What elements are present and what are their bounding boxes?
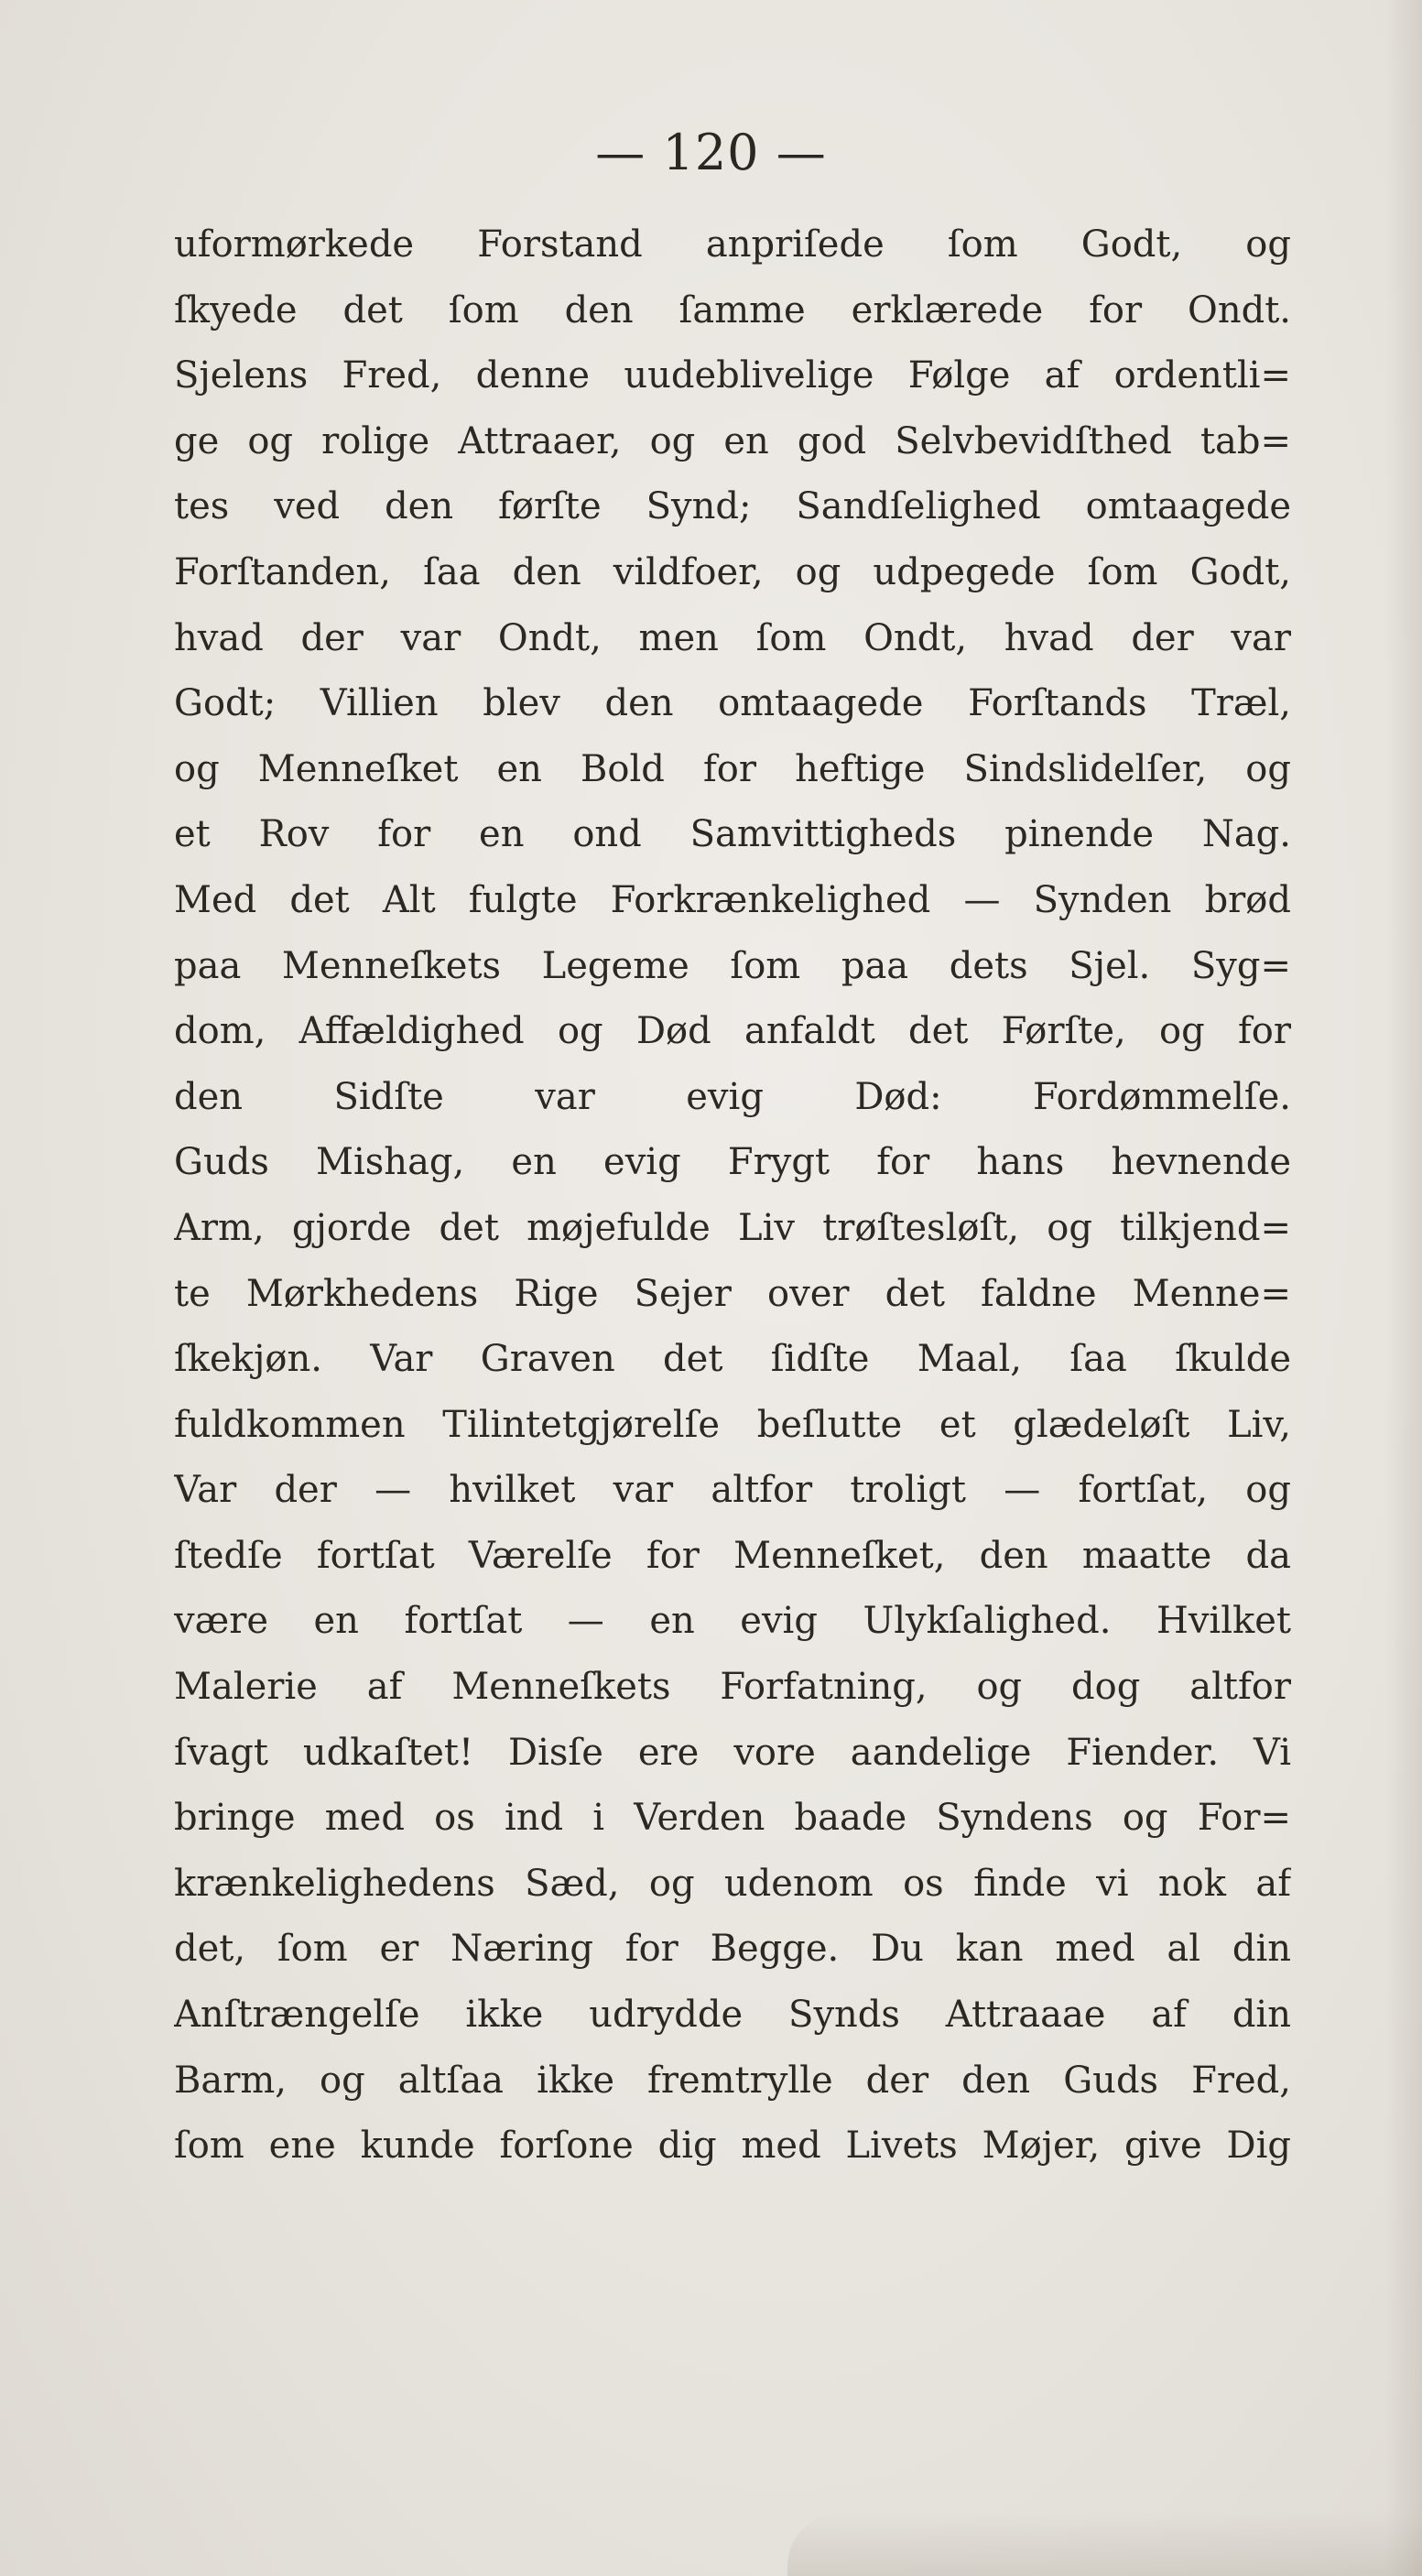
text-line: ſtedſe fortſat Værelſe for Menneſket, den maatte da <box>174 1534 1291 1577</box>
text-line: ge og rolige Attraaer, og en god Selvbevidſthed tab= <box>174 419 1291 462</box>
text-line: Arm, gjorde det møjefulde Liv trøſtesløſt, og tilkjend= <box>174 1206 1291 1249</box>
text-line: paa Menneſkets Legeme ſom paa dets Sjel. Syg= <box>174 944 1291 987</box>
text-line: ſkekjøn. Var Graven det ſidſte Maal, ſaa ſkulde <box>174 1338 1291 1381</box>
text-line: ſvagt udkaſtet! Disſe ere vore aandelige Fiender. Vi <box>174 1731 1291 1774</box>
text-line: Sjelens Fred, denne uudeblivelige Følge af ordentli= <box>174 354 1291 397</box>
text-line: Anſtrængelſe ikke udrydde Synds Attraaae af din <box>174 1994 1291 2037</box>
page-number: — 120 — <box>595 124 827 181</box>
text-line: ſkyede det ſom den ſamme erklærede for Ondt. <box>174 288 1291 332</box>
page-edge-shadow <box>1385 0 1422 2576</box>
text-line: uformørkede Forstand anpriſede ſom Godt, og <box>174 223 1291 266</box>
text-line: et Rov for en ond Samvittigheds pinende Nag. <box>174 813 1291 856</box>
text-line: dom, Affældighed og Død anfaldt det Førſte, og for <box>174 1010 1291 1053</box>
text-line: Malerie af Menneſkets Forfatning, og dog altfor <box>174 1666 1291 1709</box>
page-corner-shadow <box>787 2512 1422 2576</box>
text-line: og Menneſket en Bold for heftige Sindslidelſer, og <box>174 747 1291 790</box>
text-line: det, ſom er Næring for Begge. Du kan med al din <box>174 1928 1291 1971</box>
text-line: Forſtanden, ſaa den vildfoer, og udpegede ſom Godt, <box>174 550 1291 593</box>
text-line: hvad der var Ondt, men ſom Ondt, hvad der var <box>174 616 1291 659</box>
text-line: bringe med os ind i Verden baade Syndens og For= <box>174 1797 1291 1840</box>
text-line: Godt; Villien blev den omtaagede Forſtands Træl, <box>174 682 1291 725</box>
text-line: fuldkommen Tilintetgjørelſe beſlutte et glædeløſt Liv, <box>174 1403 1291 1446</box>
text-line: den Sidſte var evig Død: Fordømmelſe. <box>174 1075 1291 1118</box>
text-line: tes ved den førſte Synd; Sandſelighed omtaagede <box>174 485 1291 528</box>
text-line: ſom ene kunde forſone dig med Livets Møjer, give Dig <box>174 2125 1291 2168</box>
text-line: Var der — hvilket var altfor troligt — fortſat, og <box>174 1469 1291 1512</box>
text-line: Guds Mishag, en evig Frygt for hans hevnende <box>174 1141 1291 1184</box>
text-line: krænkelighedens Sæd, og udenom os finde vi nok af <box>174 1862 1291 1905</box>
text-line: te Mørkhedens Rige Sejer over det faldne Menne= <box>174 1272 1291 1315</box>
text-line: være en fortſat — en evig Ulykſalighed. Hvilket <box>174 1600 1291 1643</box>
text-line: Barm, og altſaa ikke fremtrylle der den Guds Fred, <box>174 2059 1291 2102</box>
body-text <box>174 212 1291 2179</box>
text-line: Med det Alt fulgte Forkrænkelighed — Synden brød <box>174 878 1291 921</box>
